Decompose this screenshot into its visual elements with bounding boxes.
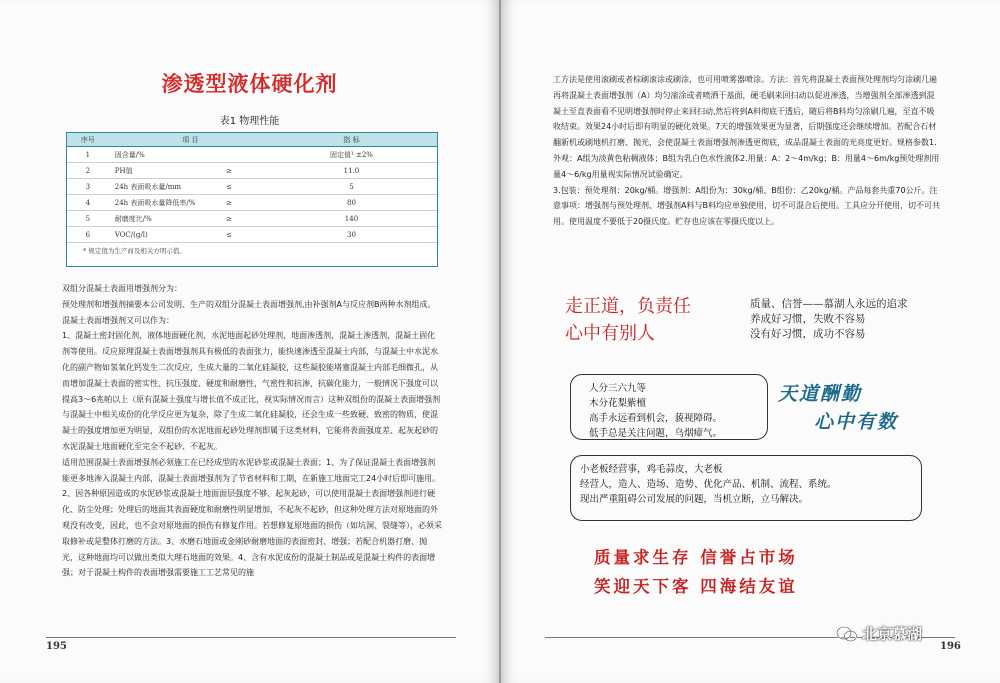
- paragraph: 3.包装：预处理剂：20kg/桶。增强剂：A组份为：30kg/桶、B组份：乙20kg/桶。产品每套共重70公斤。注意事项：增强剂与预处理剂、增强剂A料与B料均应单独使用，切不可混合后使用。工具应分开使用，切不可共用。使用温度不要低于20摄氏度。贮存也应该在零摄氏度以上。: [553, 185, 940, 227]
- row-item: PH值: [114, 166, 133, 175]
- page-number-right: 196: [940, 641, 961, 652]
- table-row: [67, 163, 437, 179]
- table-row: [67, 147, 437, 163]
- row-value: 11.0: [343, 166, 360, 175]
- paragraph: 双组分混凝土表面用增强剂分为：: [62, 284, 182, 293]
- page-number-left: 195: [46, 641, 67, 652]
- row-cmp: ≥: [226, 166, 233, 175]
- page-rule: [46, 637, 456, 638]
- row-no: 2: [85, 166, 91, 175]
- paragraph: 适用范围混凝土表面增强剂必须施工在已经成型的水泥砂浆或混凝土表面；1、为了保证混凝土表面增强剂能更多地渗入混凝土内部，混凝土表面增强剂为了节省材料和工期，在新施工地面完工24小时后即可施用。: [62, 457, 441, 483]
- row-no: 3: [85, 182, 91, 191]
- table-row: [67, 211, 437, 227]
- slogan-blue: [778, 380, 898, 436]
- quote-block: [750, 297, 908, 342]
- row-no: 6: [85, 230, 91, 239]
- motto-line: 高手永远看到机会，藐视障碍。: [589, 413, 723, 424]
- quote-line: 养成好习惯，失败不容易: [750, 313, 866, 325]
- table-row: [67, 227, 437, 243]
- row-no: 1: [85, 150, 91, 159]
- table-row: [67, 179, 437, 195]
- slogan-line: 走正道，负责任: [565, 296, 691, 317]
- row-item: VOC/(g/l): [114, 230, 148, 239]
- table-row: [67, 195, 437, 211]
- row-cmp: ≤: [226, 230, 233, 239]
- row-item: 耐磨度比/%: [114, 214, 152, 223]
- row-value: 80: [347, 198, 356, 207]
- paragraph: 预处理剂和增强剂摘要本公司发明、生产的双组分混凝土表面增强剂,由补强剂A与反应剂B两种水剂组成。: [62, 299, 436, 309]
- quote-line: 质量、信誉——慕湖人永远的追求: [750, 298, 908, 310]
- row-value: 30: [347, 230, 356, 239]
- table-header: [67, 133, 437, 147]
- row-value: 固定值¹ ±2%: [329, 150, 373, 159]
- header-value: 指 标: [343, 135, 360, 144]
- right-body-text: [553, 72, 941, 230]
- motto-box-2: [570, 455, 922, 521]
- motto-line: 木分花梨紫檀: [589, 398, 647, 409]
- motto-line: 现出严重阻碍公司发展的问题，当机立断，立马解决。: [580, 494, 809, 505]
- row-cmp: ≥: [226, 214, 233, 223]
- motto-line: 低手总是关注问题，乌烟瘴气。: [589, 428, 723, 439]
- motto-line: 经营人，造人、造场、造势、优化产品、机制、流程、系统。: [580, 479, 837, 490]
- header-item: 项 目: [182, 135, 199, 144]
- quote-line: 没有好习惯，成功不容易: [750, 328, 866, 340]
- row-no: 4: [85, 198, 91, 207]
- row-value: 5: [349, 182, 354, 191]
- table-caption: 表1 物理性能: [219, 116, 280, 127]
- row-no: 5: [85, 214, 91, 223]
- header-no: 序号: [80, 135, 95, 144]
- watermark: [836, 623, 922, 644]
- slogan-line: 笑迎天下客 四海结友谊: [594, 577, 798, 596]
- paragraph: 工方法是使用滚刷或者棕刷滚涂或刷涂，也可用喷雾器喷涂。方法：首先将混凝土表面预处理剂均匀涂刷几遍再将混凝土表面增强剂（A）均匀滚涂或者喷洒于基面，硬毛刷来回扫动以促进渗透，当增强剂全部渗透到混凝土至直表面看不见明增强剂时停止来回扫动,然后将到A料彻底干透后，随后将B料均匀涂刷几遍，至直不吸收结束。效果24小时后即有明显的硬化效果。7天的增强效果更为显著，后期强度还会继续增加。若配合石材翻新机或刷地机打磨、抛光，会使混凝土表面增强剂渗透更彻底，成品混凝土表面的光亮度更好。规格参数1.外观：A组为淡黄色粘稠液体；B组为乳白色水性液体2.用量：A：2～4m/kg；B：用量4～6m/kg预处理剂用量4～6/kg用量视实际情况试验确定。: [553, 75, 940, 179]
- left-page: [0, 0, 499, 683]
- motto-line: 人分三六九等: [589, 383, 647, 394]
- slogan-red: [565, 293, 691, 347]
- slogan-line: 心中有数: [814, 411, 899, 433]
- slogan-bottom: [594, 543, 798, 601]
- watermark-text: 北京慕湖: [862, 625, 923, 643]
- row-item: 固含量/%: [114, 150, 145, 159]
- wechat-icon: [836, 625, 858, 643]
- row-cmp: ≤: [226, 182, 233, 191]
- motto-box-1: [570, 374, 768, 440]
- row-item: 24h 表面吸水量降低率/%: [114, 198, 196, 207]
- properties-table: [66, 132, 438, 267]
- slogan-line: 质量求生存 信誉占市场: [594, 548, 798, 567]
- paragraph: 混凝土表面增强剂又可以作为：: [62, 315, 174, 325]
- slogan-line: 心中有别人: [565, 323, 655, 344]
- table-note: * 规定值为生产商及相关方明示值。: [83, 247, 186, 255]
- slogan-line: 天道酬勤: [778, 383, 863, 405]
- row-item: 24h 表面吸水量/mm: [114, 182, 182, 191]
- page-title: 渗透型液体硬化剂: [161, 72, 338, 96]
- left-body-text: [62, 281, 442, 581]
- motto-line: 小老板经营事，鸡毛蒜皮，大老板: [580, 464, 723, 475]
- paragraph: 2、因各种原因造成的水泥砂浆或混凝土地面面层强度不够、起灰起砂，可以使用混凝土表面增强剂进行硬化、防尘处理；处理后的地面其表面硬度和耐磨性明显增加，不起灰不起砂，但这种处理方法对原地面的外观没有改变，因此，也不会对原地面的损伤有修复作用。若想修复原地面的损伤（如坑洞、裂缝等），必须采取修补或是整体打磨的方法。3、水磨石地面或金刚砂耐磨地面的表面密封、增强；若配合机器打磨、抛光，这种地面均可以做出类似大理石地面的效果。4、含有水泥成份的混凝土制品或是混凝土构件的表面增强；对于混凝土构件的表面增强需要施工工艺常见的施: [62, 489, 442, 578]
- row-cmp: ≥: [226, 198, 233, 207]
- row-value: 140: [344, 214, 359, 223]
- paragraph: 1、混凝土密封固化剂，液体地面硬化剂，水泥地面起砂处理剂，地面渗透剂，混凝土渗透剂，混凝土固化剂等使用。反应原理混凝土表面增强剂具有极低的表面张力，能快速渗透至混凝土内部，与混凝土中水泥水化的副产物如氢氧化钙发生二次反应，生成大量的二氧化硅凝胶，这些凝胶能堵塞混凝土内部毛细微孔，从而增加混凝土表面的密实性、抗压强度、硬度和耐磨性，气密性和抗渗，抗碳化能力，一般情况下强度可以提高3～6兆帕以上（原有混凝土强度与增长值不成正比，视实际情况而言）这种双组份的混凝土表面增强剂与混凝土中相关成份的化学反应更为复杂，除了生成二氧化硅凝胶，还会生成一些致硬、致密的物质，使混凝土的强度增加更为明显，双组份的水泥地面起砂处理剂即属于这类材料，它能将表面强度差、起灰起砂的水泥混凝土地面硬化至完全不起砂、不起灰。: [62, 331, 441, 451]
